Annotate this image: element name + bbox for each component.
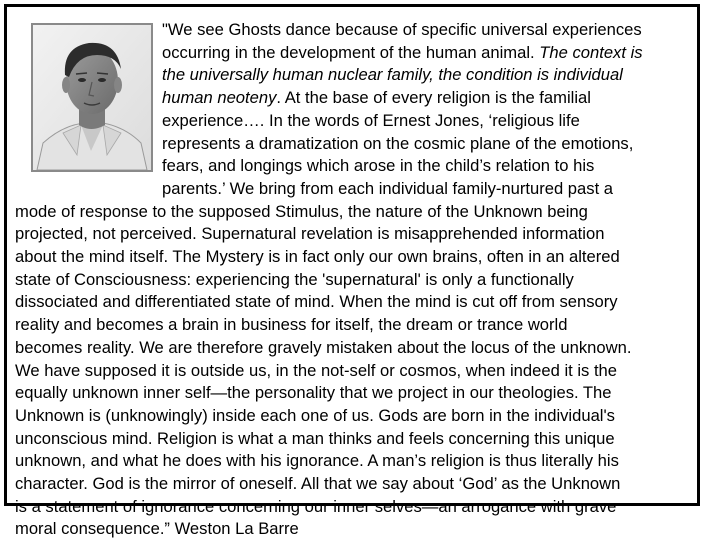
quote-line-segment: fears, and longings which arose in the child’s relation to his xyxy=(162,156,595,176)
quote-line-segment: unknown, and what he does with his ignorance. A man’s religion is thus literally his xyxy=(15,451,619,471)
quote-line xyxy=(15,269,574,292)
quote-line xyxy=(15,382,612,405)
quote-line xyxy=(162,110,580,133)
quote-line-italic-segment: human neoteny xyxy=(162,88,277,108)
quote-line xyxy=(15,450,619,473)
quote-line-segment: becomes reality. We are therefore gravely mistaken about the locus of the unknown. xyxy=(15,337,632,357)
quote-line-segment: moral consequence.” Weston La Barre xyxy=(15,519,299,539)
quote-line-segment: state of Consciousness: experiencing the 'supernatural' is only a functionally xyxy=(15,269,574,289)
quote-line-segment: occurring in the development of the human animal. xyxy=(162,42,540,62)
quote-line-segment: unconscious mind. Religion is what a man thinks and feels concerning this unique xyxy=(15,428,615,448)
quote-line xyxy=(15,518,299,541)
quote-line-segment: parents.’ We bring from each individual family-nurtured past a xyxy=(162,178,614,198)
quote-line xyxy=(15,291,618,314)
quote-line xyxy=(15,223,604,246)
quote-line-segment: is a statement of ignorance concerning our inner selves—an arrogance with grave xyxy=(15,496,617,516)
quote-line-segment: character. God is the mirror of oneself. All that we say about ‘God’ as the Unknown xyxy=(15,474,621,493)
quote-line xyxy=(15,428,615,451)
quote-line-segment: We have supposed it is outside us, in the not-self or cosmos, when indeed it is the xyxy=(15,360,618,380)
quote-line-segment: represents a dramatization on the cosmic plane of the emotions, xyxy=(162,133,634,153)
quote-line-segment: experience…. In the words of Ernest Jones, ‘religious life xyxy=(162,110,580,130)
quote-line-segment: "We see Ghosts dance because of specific universal experiences xyxy=(162,20,642,39)
quote-card xyxy=(4,4,700,539)
quote-line xyxy=(15,405,615,428)
quote-line-segment: dissociated and differentiated state of mind. When the mind is cut off from sensory xyxy=(15,292,618,312)
quote-line xyxy=(162,87,591,110)
quote-line xyxy=(162,155,594,178)
quote-line-segment: about the mind itself. The Mystery is in fact only our own brains, often in an altered xyxy=(15,247,620,266)
quote-line xyxy=(15,360,617,383)
quote-line-segment: . At the base of every religion is the familial xyxy=(276,88,591,108)
quote-line-italic-segment: The context is xyxy=(539,42,643,62)
quote-line xyxy=(15,246,620,269)
quote-line-segment: equally unknown inner self—the personality that we project in our theologies. The xyxy=(15,383,612,403)
quote-line-segment: projected, not perceived. Supernatural revelation is misapprehended information xyxy=(15,224,605,244)
quote-line-segment: Unknown is (unknowingly) inside each one of us. Gods are born in the individual's xyxy=(15,405,615,425)
quote-line-italic-segment: the universally human nuclear family, the condition is individual xyxy=(162,65,623,85)
quote-line xyxy=(15,201,588,224)
quote-line xyxy=(15,337,631,360)
quote-line-segment: reality and becomes a brain in business for itself, the dream or trance world xyxy=(15,315,568,335)
quote-line xyxy=(15,314,567,337)
quote-line xyxy=(15,496,616,519)
quote-line-segment: mode of response to the supposed Stimulus, the nature of the Unknown being xyxy=(15,201,588,221)
quote-line xyxy=(162,64,623,87)
quote-line xyxy=(162,42,643,65)
quote-line xyxy=(162,133,633,156)
quote-line xyxy=(15,473,620,496)
quote-text xyxy=(7,7,697,539)
quote-line xyxy=(162,19,642,42)
quote-line xyxy=(162,178,613,201)
